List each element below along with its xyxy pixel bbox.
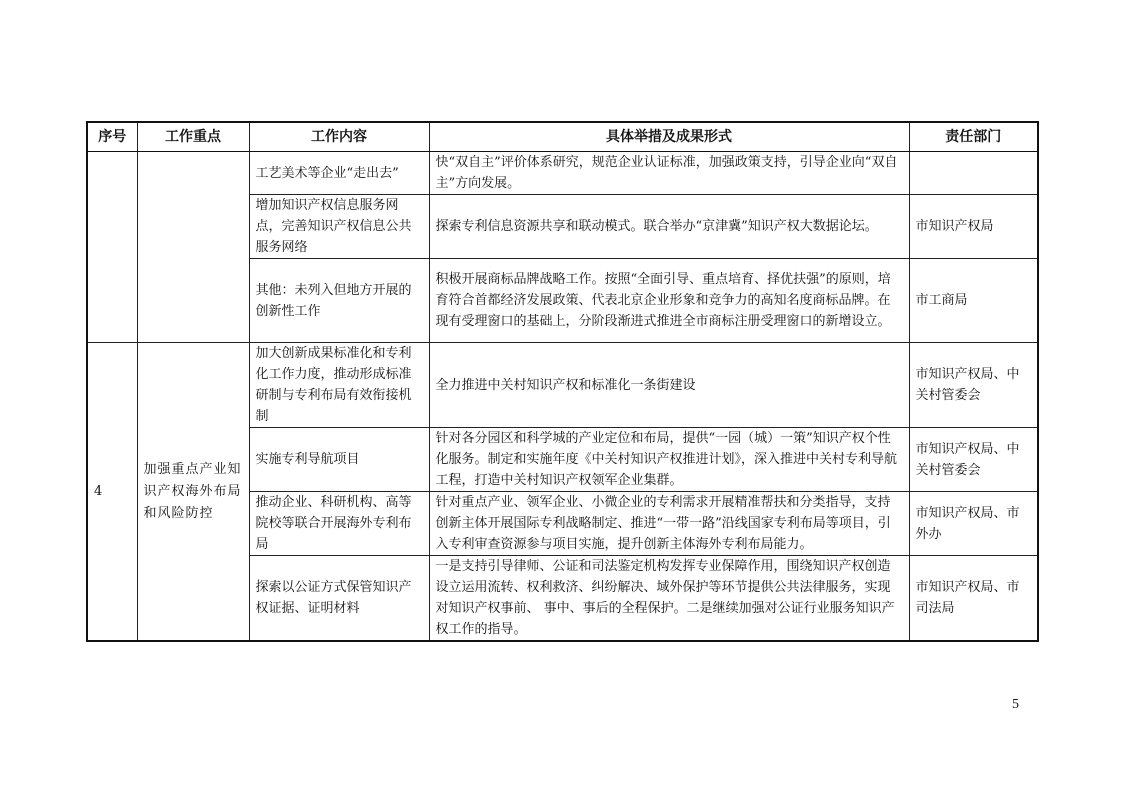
focus-cell: 加强重点产业知识产权海外布局和风险防控 xyxy=(137,343,249,642)
measure-cell: 快“双自主”评价体系研究，规范企业认证标准，加强政策支持，引导企业向“双自主”方向发展。 xyxy=(429,152,909,195)
content-cell: 增加知识产权信息服务网点，完善知识产权信息公共服务网络 xyxy=(249,195,429,259)
focus-cell-continued xyxy=(137,152,249,343)
content-cell: 推动企业、科研机构、高等院校等联合开展海外专利布局 xyxy=(249,492,429,556)
table-row xyxy=(87,152,1038,195)
header-measures: 具体举措及成果形式 xyxy=(429,122,909,152)
measure-cell: 积极开展商标品牌战略工作。按照“全面引导、重点培育、择优扶强”的原则，培育符合首都经济发展政策、代表北京企业形象和竞争力的高知名度商标品牌。在现有受理窗口的基础上，分阶段渐进式推进全市商标注册受理窗口的新增设立。 xyxy=(429,259,909,343)
content-cell: 工艺美术等企业“走出去” xyxy=(249,152,429,195)
table-header-row xyxy=(87,122,1038,152)
measure-cell: 针对各分园区和科学城的产业定位和布局，提供“一园（城）一策”知识产权个性化服务。制定和实施年度《中关村知识产权推进计划》，深入推进中关村专利导航工程，打造中关村知识产权领军企业集群。 xyxy=(429,428,909,492)
content-cell: 其他：未列入但地方开展的创新性工作 xyxy=(249,259,429,343)
dept-cell: 市工商局 xyxy=(909,259,1038,343)
header-seq: 序号 xyxy=(87,122,137,152)
dept-cell: 市知识产权局、市司法局 xyxy=(909,556,1038,642)
dept-cell: 市知识产权局、市外办 xyxy=(909,492,1038,556)
measure-cell: 全力推进中关村知识产权和标准化一条街建设 xyxy=(429,343,909,428)
table-row xyxy=(87,343,1038,428)
content-cell: 实施专利导航项目 xyxy=(249,428,429,492)
content-cell: 加大创新成果标准化和专利化工作力度，推动形成标准研制与专利布局有效衔接机制 xyxy=(249,343,429,428)
content-cell: 探索以公证方式保管知识产权证据、证明材料 xyxy=(249,556,429,642)
work-plan-table xyxy=(86,121,1039,642)
header-content: 工作内容 xyxy=(249,122,429,152)
dept-cell xyxy=(909,152,1038,195)
dept-cell: 市知识产权局、中关村管委会 xyxy=(909,343,1038,428)
header-focus: 工作重点 xyxy=(137,122,249,152)
seq-cell: 4 xyxy=(87,343,137,642)
dept-cell: 市知识产权局 xyxy=(909,195,1038,259)
measure-cell: 探索专利信息资源共享和联动模式。联合举办“京津冀”知识产权大数据论坛。 xyxy=(429,195,909,259)
dept-cell: 市知识产权局、中关村管委会 xyxy=(909,428,1038,492)
measure-cell: 一是支持引导律师、公证和司法鉴定机构发挥专业保障作用，围绕知识产权创造设立运用流转、权利救济、纠纷解决、域外保护等环节提供公共法律服务，实现对知识产权事前、 事中、事后的全程保护。二是继续加强对公证行业服务知识产权工作的指导。 xyxy=(429,556,909,642)
page-number: 5 xyxy=(1012,697,1019,712)
seq-cell-continued xyxy=(87,152,137,343)
header-dept: 责任部门 xyxy=(909,122,1038,152)
measure-cell: 针对重点产业、领军企业、小微企业的专利需求开展精准帮扶和分类指导，支持创新主体开展国际专利战略制定、推进“一带一路”沿线国家专利布局等项目，引入专利审查资源参与项目实施，提升创新主体海外专利布局能力。 xyxy=(429,492,909,556)
